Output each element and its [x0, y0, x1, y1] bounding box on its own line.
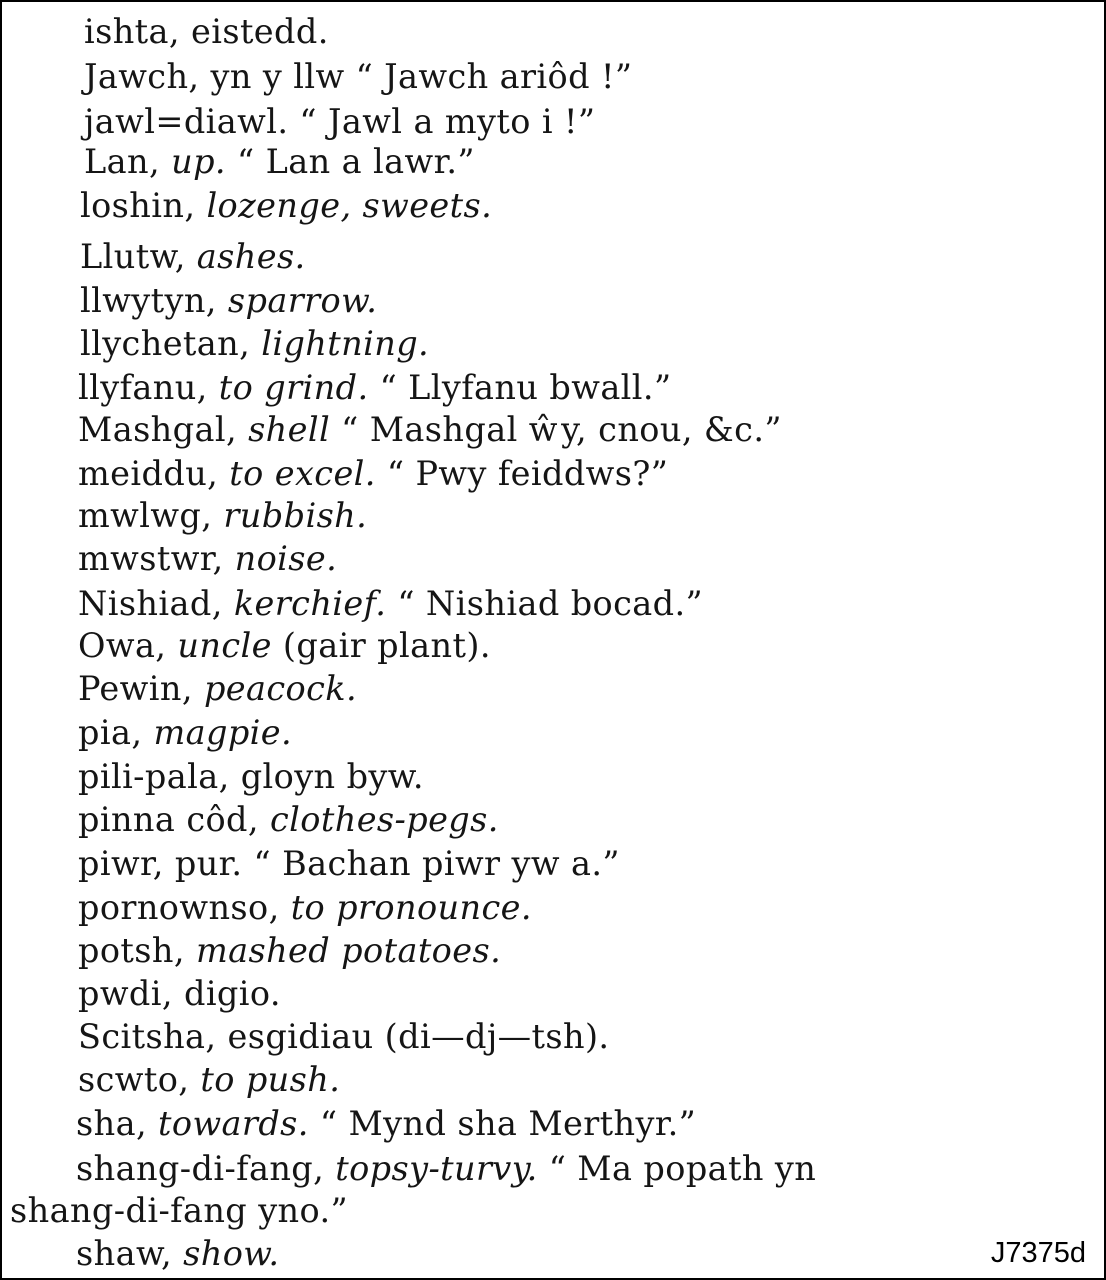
glossary-entry [78, 800, 499, 840]
glossary-entry [78, 1060, 340, 1100]
entry-headword: pia, [78, 713, 154, 752]
entry-translation: noise. [234, 539, 338, 578]
entry-example: “ Mashgal ŵy, cnou, &c.” [330, 410, 782, 449]
entry-headword: Scitsha, esgidiau (di—dj—tsh). [78, 1017, 610, 1056]
glossary-entry [84, 142, 475, 182]
entry-headword: potsh, [78, 931, 196, 970]
entry-translation: sparrow. [227, 281, 378, 320]
entry-headword: sha, [76, 1104, 159, 1143]
glossary-entry [78, 368, 672, 408]
glossary-entry [84, 57, 632, 97]
entry-headword: llwytyn, [80, 281, 228, 320]
glossary-entry [78, 584, 703, 624]
entry-headword: mwlwg, [78, 496, 224, 535]
glossary-entry [78, 1017, 609, 1057]
glossary-entry [78, 888, 532, 928]
glossary-entry [80, 237, 306, 277]
entry-translation: ashes. [196, 237, 306, 276]
glossary-entry [84, 12, 329, 52]
entry-translation: kerchief. [233, 584, 387, 623]
entry-example: “ Mynd sha Merthyr.” [308, 1104, 697, 1143]
glossary-entry [78, 713, 292, 753]
entry-headword: Mashgal, [78, 410, 249, 449]
entry-headword: piwr, pur. “ Bachan piwr yw a.” [78, 844, 620, 883]
entry-headword: Jawch, yn y llw “ Jawch ariôd !” [84, 57, 633, 96]
entry-translation: lightning. [261, 324, 430, 363]
glossary-entry [78, 539, 337, 579]
entry-example: “ Llyfanu bwall.” [368, 368, 672, 407]
entry-example: “ Lan a lawr.” [225, 142, 475, 181]
entry-headword: Pewin, [78, 669, 204, 708]
entry-headword: llyfanu, [78, 368, 219, 407]
entry-translation: towards. [158, 1104, 309, 1143]
entry-headword: ishta, eistedd. [84, 12, 329, 51]
entry-example: (gair plant). [271, 626, 491, 665]
entry-headword: scwto, [78, 1060, 201, 1099]
glossary-entry [78, 626, 491, 666]
entry-headword: pili-pala, gloyn byw. [78, 757, 424, 796]
glossary-entry [78, 844, 620, 884]
entry-headword: pinna côd, [78, 800, 271, 839]
entry-translation: to excel. [229, 454, 376, 493]
entry-example: “ Ma popath yn [537, 1149, 817, 1188]
glossary-entry [78, 410, 782, 450]
reference-code: J7375d [990, 1237, 1086, 1269]
entry-headword: Lan, [84, 142, 172, 181]
entry-translation: to pronounce. [290, 888, 532, 927]
entry-translation: shell [248, 410, 331, 449]
entry-translation: topsy-turvy. [335, 1149, 538, 1188]
glossary-entry [84, 102, 595, 142]
glossary-entry [78, 757, 424, 797]
entry-headword: loshin, [80, 186, 207, 225]
glossary-entry [78, 931, 501, 971]
entry-headword: shaw, [76, 1234, 184, 1273]
entry-translation: up. [171, 142, 226, 181]
entry-translation: mashed potatoes. [195, 931, 502, 970]
entry-headword: llychetan, [80, 324, 262, 363]
entry-example: “ Nishiad bocad.” [386, 584, 704, 623]
glossary-entry [80, 281, 377, 321]
glossary-entry [78, 454, 668, 494]
entry-headword: Llutw, [80, 237, 197, 276]
entry-headword: pornownso, [78, 888, 291, 927]
glossary-entry-continuation [10, 1191, 348, 1231]
entry-headword: Nishiad, [78, 584, 234, 623]
entry-translation: rubbish. [223, 496, 368, 535]
entry-translation: to grind. [218, 368, 369, 407]
entry-translation: clothes-pegs. [270, 800, 499, 839]
entry-translation: to push. [200, 1060, 341, 1099]
entry-translation: lozenge, sweets. [206, 186, 493, 225]
glossary-entry [80, 186, 492, 226]
entry-headword: shang-di-fang, [76, 1149, 336, 1188]
entry-headword: mwstwr, [78, 539, 235, 578]
entry-translation: show. [183, 1234, 280, 1273]
glossary-entry [80, 324, 429, 364]
glossary-entry [76, 1234, 279, 1274]
entry-translation: peacock. [203, 669, 358, 708]
entry-headword: pwdi, digio. [78, 974, 281, 1013]
entry-headword: meiddu, [78, 454, 230, 493]
glossary-entry [76, 1149, 816, 1189]
entry-translation: magpie. [153, 713, 293, 752]
entry-headword: jawl=diawl. “ Jawl a myto i !” [84, 102, 596, 141]
entry-headword: Owa, [78, 626, 178, 665]
entry-example: “ Pwy feiddws?” [375, 454, 669, 493]
glossary-entry [76, 1104, 696, 1144]
glossary-entry [78, 496, 367, 536]
glossary-entry [78, 974, 281, 1014]
entry-headword: shang-di-fang yno.” [10, 1191, 349, 1230]
glossary-entry [78, 669, 357, 709]
entry-translation: uncle [177, 626, 272, 665]
